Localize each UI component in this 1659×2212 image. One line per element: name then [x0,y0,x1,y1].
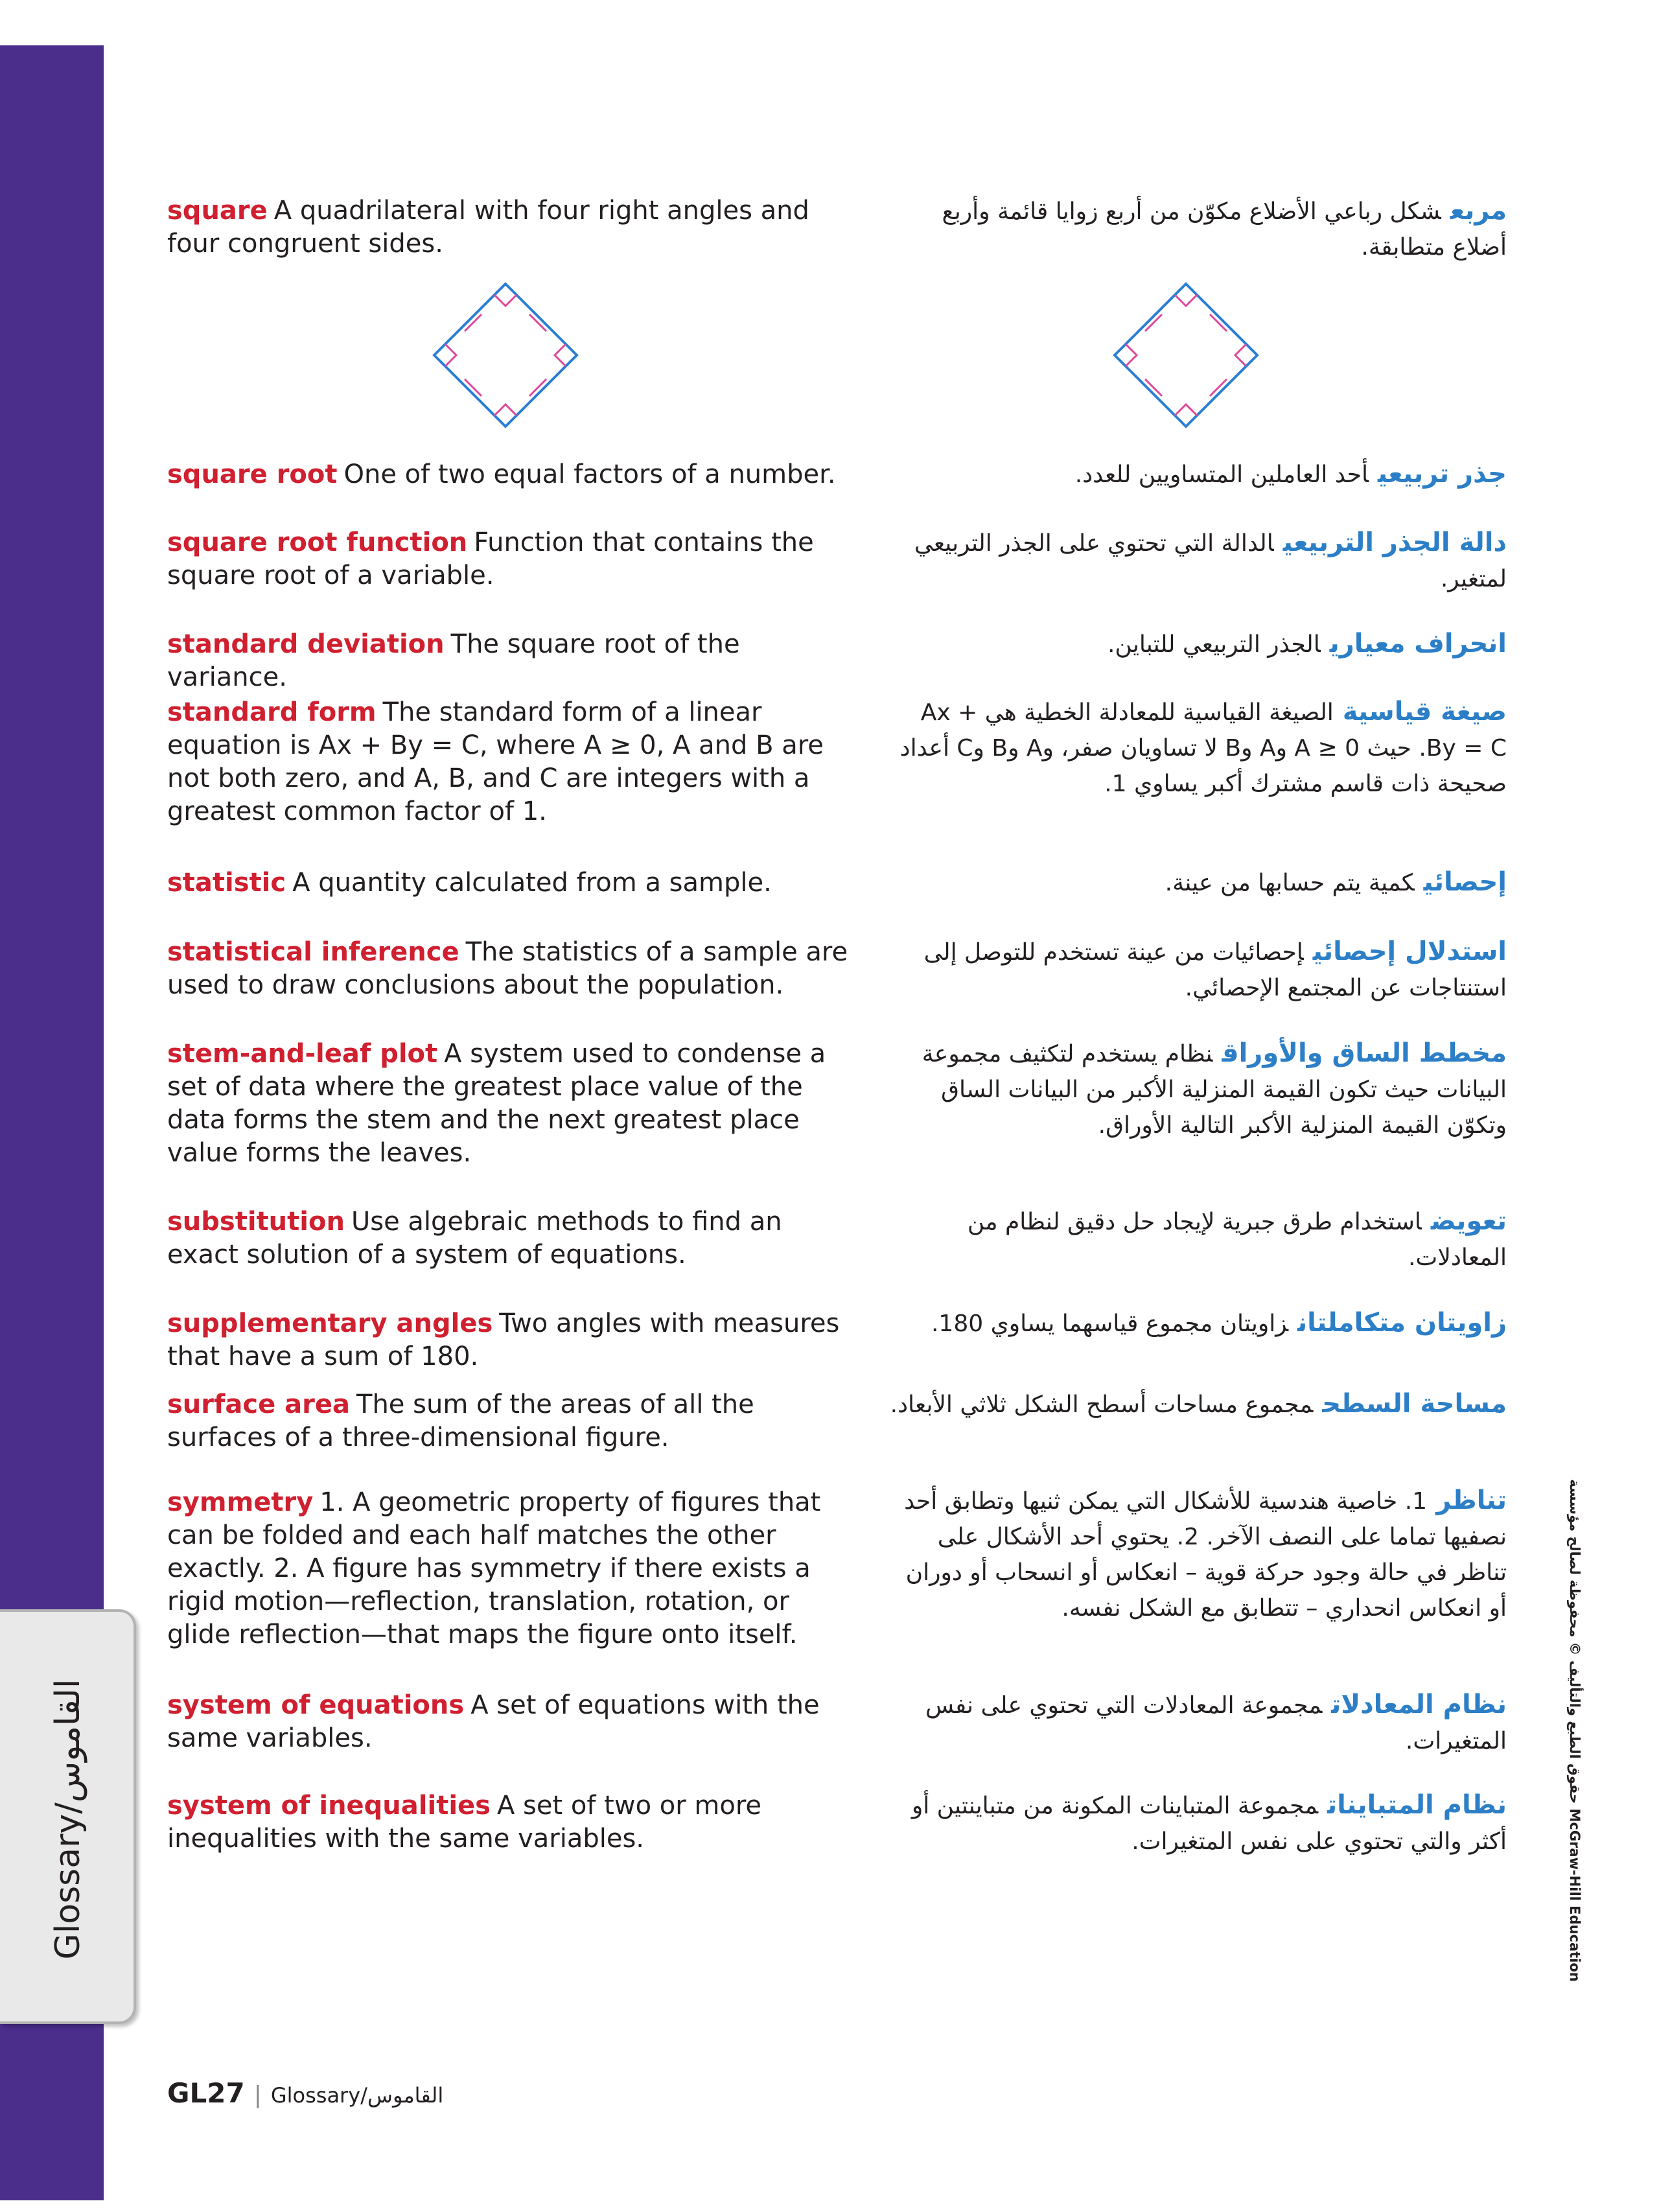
definition-en: Function that contains the square root of a variable. [167,528,814,590]
term-ar: نظام المعادلات [1331,1690,1507,1719]
definition-ar: أحد العاملين المتساويين للعدد. [1074,461,1369,488]
definition-en: 1. A geometric property of figures that can be folded and each half matches the other exactly. 2. A figure has symmetry if there exists a rigid motion—reflection, translation, rotation, or glide reflection—that maps the figure onto itself. [167,1487,821,1649]
term-ar: مربع [1450,196,1507,226]
glossary-entry-en-standard-deviation [167,628,854,694]
term-en: standard deviation [167,629,445,659]
definition-en: The sum of the areas of all the surfaces of a three-dimensional figure. [167,1390,754,1452]
glossary-tab[interactable] [0,1609,136,2024]
glossary-entry-ar-system-of-inequalities [888,1787,1507,1859]
term-ar: نظام المتباينات [1327,1790,1507,1820]
definition-ar: كمية يتم حسابها من عينة. [1165,870,1415,896]
square-figure-ar [1111,281,1260,430]
glossary-entry-en-square [167,194,854,261]
glossary-tab-label: Glossary/القاموس [49,1679,87,1960]
glossary-entry-ar-statistic [888,865,1507,901]
term-en: system of inequalities [167,1791,491,1821]
term-en: stem-and-leaf plot [167,1039,438,1069]
glossary-entry-ar-supplementary-angles [888,1305,1507,1342]
definition-ar: إحصائيات من عينة تستخدم للتوصل إلى استنتاجات عن المجتمع الإحصائي. [923,939,1507,1001]
definition-en: The standard form of a linear equation is Ax + By = C, where A ≥ 0, A and B are not both zero, and A, B, and C are integers with a greatest common factor of 1. [167,697,824,826]
term-ar: صيغة قياسية [1342,697,1507,727]
definition-ar: زاويتان مجموع قياسهما يساوي 180. [931,1310,1289,1337]
term-en: statistic [167,868,286,898]
glossary-entry-en-substitution [167,1205,854,1272]
glossary-entry-en-stem-and-leaf-plot [167,1038,854,1170]
glossary-entry-en-statistical-inference [167,936,854,1002]
glossary-entry-ar-standard-form [888,694,1507,802]
term-ar: تناظر [1436,1485,1507,1515]
definition-ar: مجموع مساحات أسطح الشكل ثلاثي الأبعاد. [890,1391,1314,1418]
glossary-entry-en-standard-form [167,696,854,828]
footer-separator: | [253,2082,262,2108]
page-number: GL27 [167,2077,245,2109]
term-ar: زاويتان متكاملتان [1297,1308,1507,1338]
term-ar: مساحة السطح [1322,1389,1507,1419]
term-en: square root function [167,528,468,557]
term-en: supplementary angles [167,1309,493,1338]
definition-ar: مجموعة المتباينات المكونة من متباينتين أو أكثر والتي تحتوي على نفس المتغيرات. [911,1793,1507,1855]
definition-ar: شكل رباعي الأضلاع مكوّن من أربع زوايا قائمة وأربع أضلاع متطابقة. [942,198,1507,261]
definition-ar: الجذر التربيعي للتباين. [1107,631,1321,658]
glossary-entry-en-surface-area [167,1388,854,1454]
definition-ar: 1. خاصية هندسية للأشكال التي يمكن ثنيها وتطابق أحد نصفيها تماما على النصف الآخر. 2. يحتوي أحد الأشكال على تناظر في حالة وجود حركة قوية – انعكاس أو انسحاب أو دوران أو انعكاس انحداري – تتطابق مع الشكل نفسه. [904,1488,1507,1622]
definition-ar: الصيغة القياسية للمعادلة الخطية هي Ax + By = C. حيث A ≥ 0 وA وB لا تساويان صفر، وA وB وC أعداد صحيحة ذات قاسم مشترك أكبر يساوي 1. [899,699,1507,797]
definition-ar: الدالة التي تحتوي على الجذر التربيعي لمتغير. [914,530,1507,592]
glossary-entry-en-supplementary-angles [167,1307,854,1373]
glossary-entry-ar-system-of-equations [888,1687,1507,1759]
term-ar: انحراف معياري [1329,629,1507,658]
glossary-entry-ar-substitution [888,1204,1507,1275]
term-en: substitution [167,1207,345,1237]
glossary-entry-ar-standard-deviation [888,626,1507,662]
definition-en: A quadrilateral with four right angles and four congruent sides. [167,196,809,259]
copyright-credit: حقوق الطبع والتأليف © محفوظة لصالح مؤسسة McGraw-Hill Education [1567,1479,1583,1982]
term-ar: دالة الجذر التربيعي [1282,528,1507,557]
term-en: standard form [167,697,377,727]
glossary-entry-en-square-root-function [167,526,854,592]
glossary-entry-ar-surface-area [888,1386,1507,1423]
term-ar: جذر تربيعي [1377,459,1507,489]
glossary-entry-ar-statistical-inference [888,934,1507,1006]
term-en: statistical inference [167,937,459,967]
term-ar: مخطط الساق والأوراق [1222,1038,1507,1068]
glossary-entry-ar-square [888,193,1507,265]
glossary-entry-en-system-of-inequalities [167,1789,854,1856]
footer-label: Glossary/القاموس [270,2083,444,2108]
page-footer [167,2077,443,2109]
definition-en: A system used to condense a set of data where the greatest place value of the data forms the stem and the next greatest place value forms the leaves. [167,1039,826,1168]
term-en: system of equations [167,1690,465,1720]
glossary-entry-ar-square-root [888,456,1507,493]
glossary-entry-en-system-of-equations [167,1689,854,1755]
term-ar: تعويض [1430,1206,1507,1236]
term-ar: إحصائي [1423,867,1507,897]
definition-en: A set of two or more inequalities with the same variables. [167,1791,761,1854]
definition-en: A set of equations with the same variables. [167,1690,820,1753]
glossary-entry-ar-square-root-function [888,525,1507,597]
glossary-entry-en-square-root [167,458,854,491]
glossary-entry-en-symmetry [167,1486,854,1651]
term-en: square root [167,460,338,489]
square-figure-en [431,281,580,430]
glossary-entry-en-statistic [167,867,854,900]
term-ar: استدلال إحصائي [1312,937,1507,966]
definition-ar: نظام يستخدم لتكثيف مجموعة البيانات حيث تكون القيمة المنزلية الأكبر من البيانات الساق وتكوّن القيمة المنزلية الأكبر التالية الأوراق. [922,1041,1507,1139]
definition-en: The square root of the variance. [167,629,740,692]
definition-en: Use algebraic methods to find an exact solution of a system of equations. [167,1207,782,1270]
definition-en: One of two equal factors of a number. [343,460,836,489]
term-en: surface area [167,1390,351,1419]
definition-en: The statistics of a sample are used to draw conclusions about the population. [167,937,848,1000]
glossary-entry-ar-stem-and-leaf-plot [888,1036,1507,1143]
term-en: symmetry [167,1487,314,1517]
definition-en: A quantity calculated from a sample. [292,868,772,898]
definition-ar: استخدام طرق جبرية لإيجاد حل دقيق لنظام من المعادلات. [967,1209,1507,1271]
term-en: square [167,196,268,226]
glossary-entry-ar-symmetry [888,1483,1507,1626]
definition-en: Two angles with measures that have a sum of 180. [167,1309,840,1371]
definition-ar: مجموعة المعادلات التي تحتوي على نفس المتغيرات. [925,1692,1507,1754]
